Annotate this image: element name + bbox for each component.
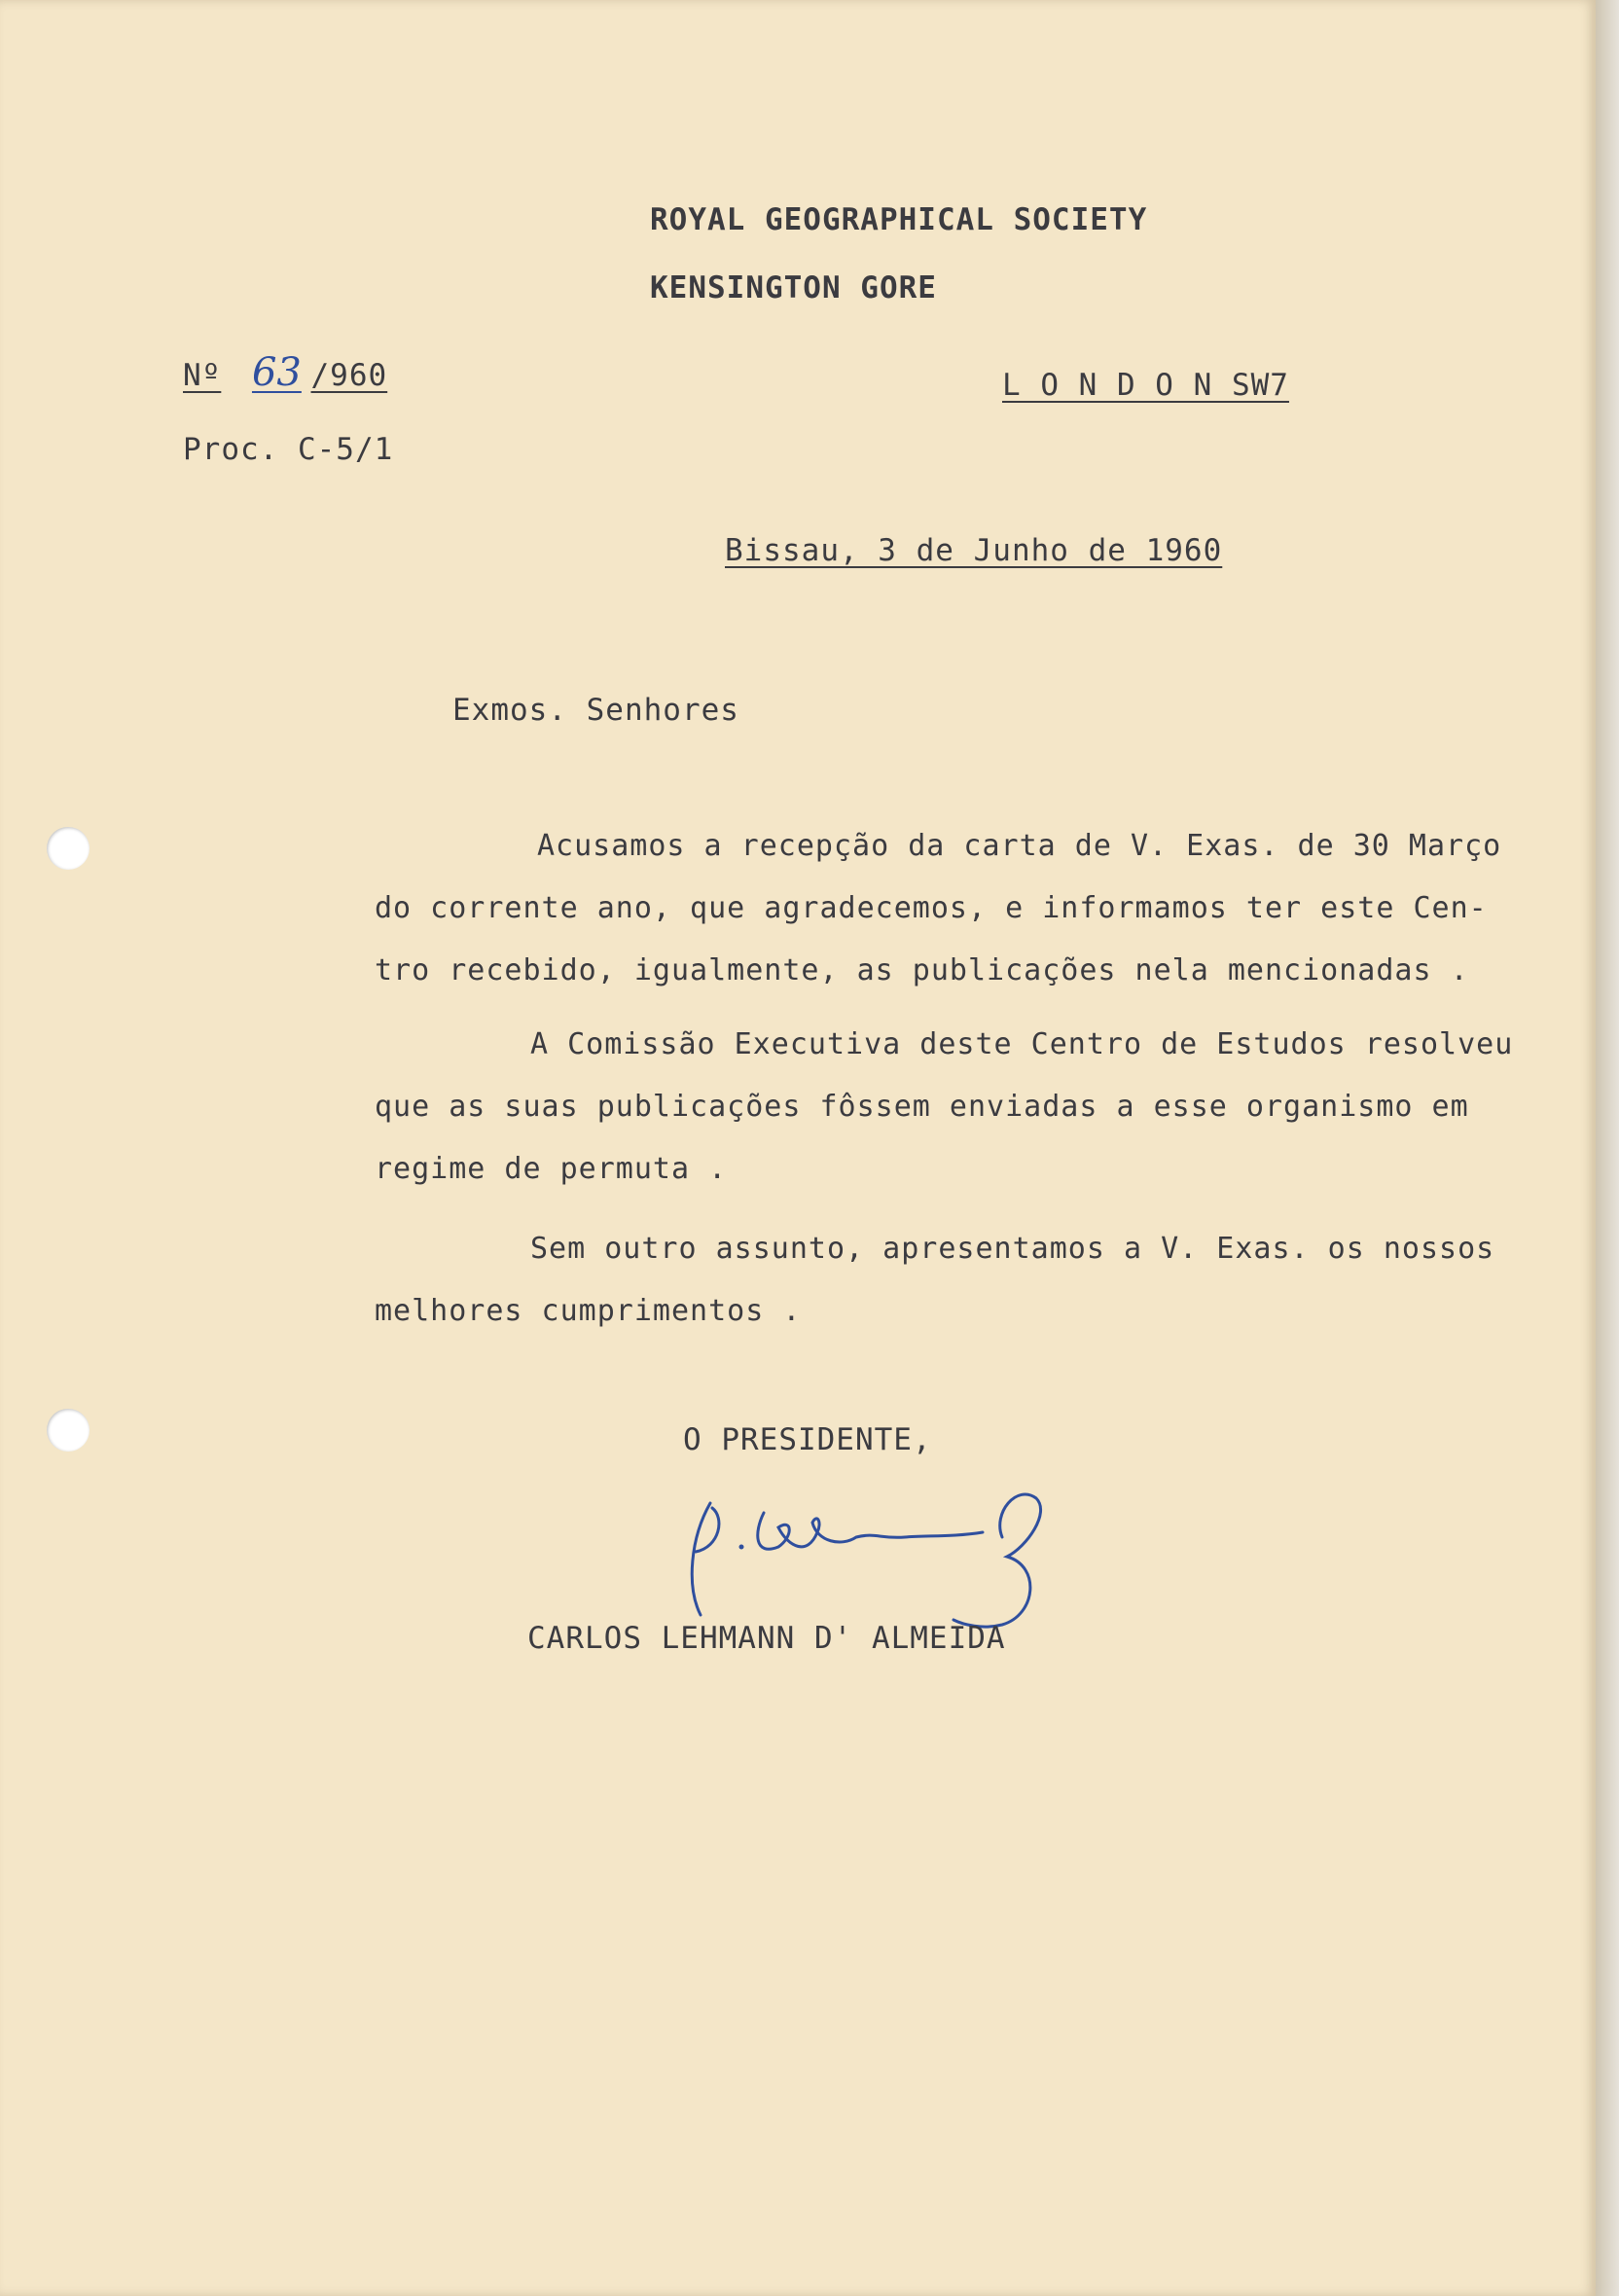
paragraph-line: Sem outro assunto, apresentamos a V. Exas. os nossos (530, 1232, 1495, 1266)
paragraph-3 (375, 1218, 1571, 1343)
paragraph-line: melhores cumprimentos . (375, 1294, 802, 1328)
paragraph-line: do corrente ano, que agradecemos, e informamos ter este Cen- (375, 891, 1488, 925)
salutation: Exmos. Senhores (452, 693, 739, 728)
signatory-name: CARLOS LEHMANN D' ALMEIDA (527, 1621, 1006, 1656)
paragraph-line: Acusamos a recepção da carta de V. Exas. de 30 Março (537, 829, 1502, 863)
reference-number-handwritten: 63 (251, 350, 302, 395)
paragraph-1 (375, 815, 1571, 1002)
paragraph-line: que as suas publicações fôssem enviadas a esse organismo em (375, 1090, 1469, 1124)
punch-hole-top (47, 827, 90, 870)
addressee-street: KENSINGTON GORE (650, 270, 937, 305)
closing-title: O PRESIDENTE, (683, 1422, 932, 1457)
scan-edge (1596, 0, 1619, 2296)
paragraph-2 (375, 1014, 1571, 1201)
reference-number-label: Nº (183, 358, 222, 393)
paragraph-line: tro recebido, igualmente, as publicações nela mencionadas . (375, 953, 1469, 987)
paragraph-line: regime de permuta . (375, 1152, 728, 1186)
punch-hole-bottom (47, 1409, 90, 1452)
date-line: Bissau, 3 de Junho de 1960 (725, 533, 1223, 568)
addressee-city: L O N D O N SW7 (1002, 368, 1289, 403)
addressee-organization: ROYAL GEOGRAPHICAL SOCIETY (650, 202, 1148, 237)
reference-number-year: /960 (310, 358, 388, 393)
reference-number (183, 350, 387, 395)
process-reference: Proc. C-5/1 (183, 432, 394, 467)
signature-scribble (671, 1479, 1138, 1644)
paragraph-line: A Comissão Executiva deste Centro de Estudos resolveu (530, 1027, 1514, 1061)
